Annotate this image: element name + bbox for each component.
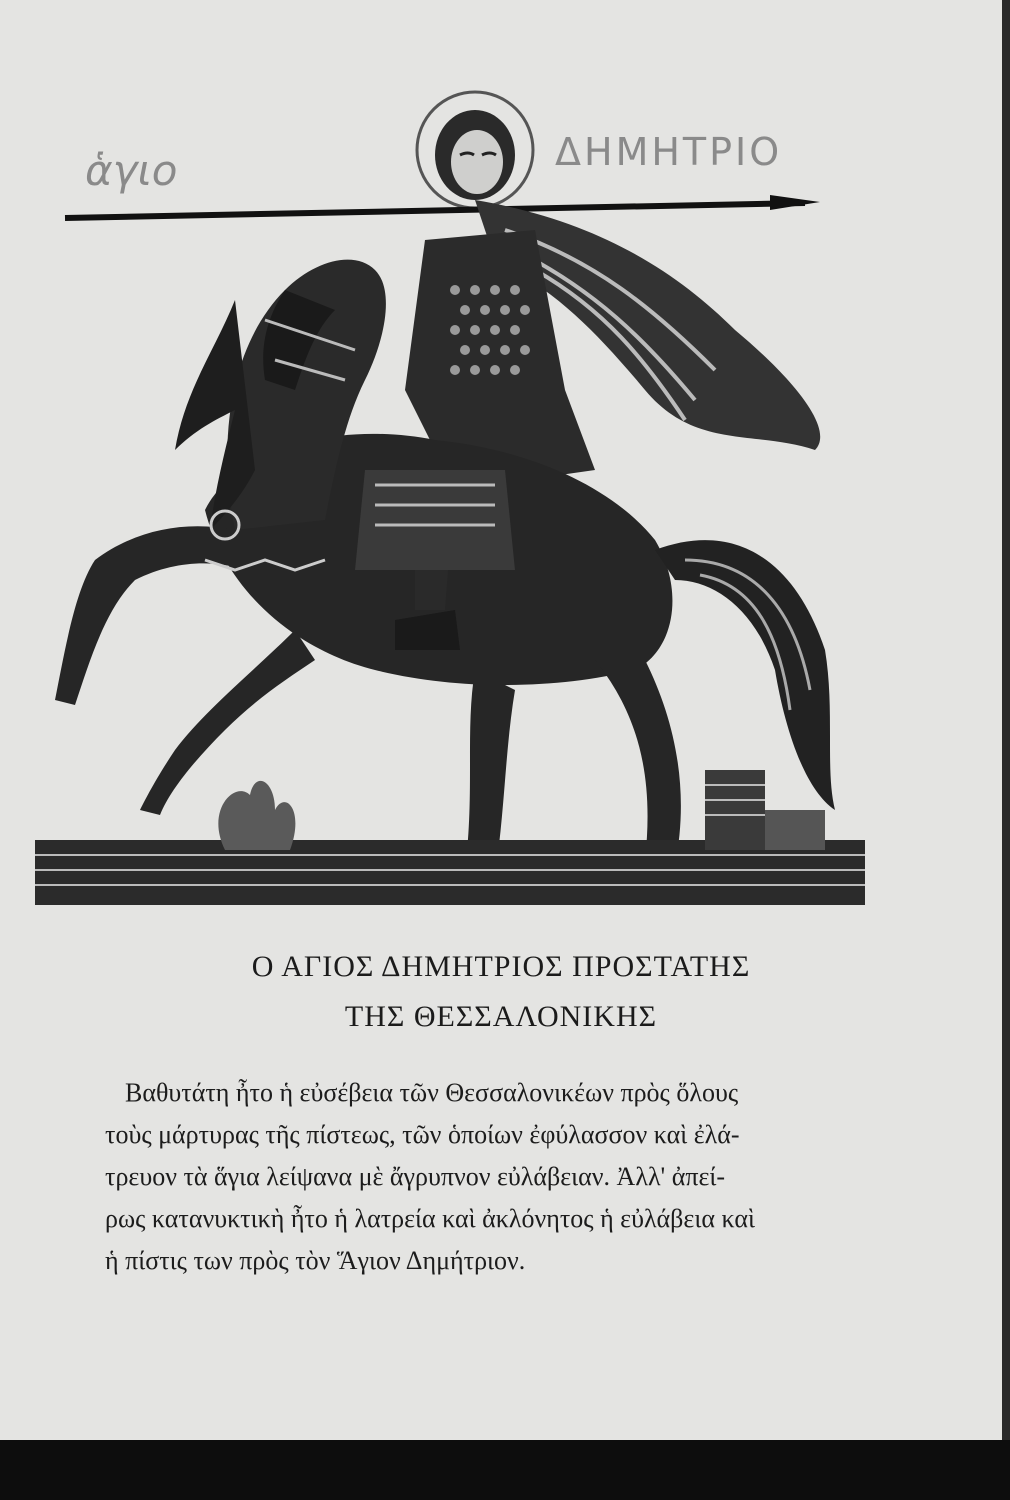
paragraph-line: ἡ πίστις των πρὸς τὸν Ἅγιον Δημήτριον.: [105, 1246, 526, 1275]
body-paragraph: [105, 1072, 900, 1282]
svg-text:ἁγιο: ἁγιο: [85, 146, 178, 195]
page-subtitle: ΤΗΣ ΘΕΣΣΑΛΟΝΙΚΗΣ: [344, 1000, 658, 1033]
saint-demetrius-woodcut-image: [35, 90, 865, 910]
paragraph-line: Βαθυτάτη ἦτο ἡ εὐσέβεια τῶν Θεσσαλονικέων πρὸς ὅλους: [125, 1078, 739, 1107]
svg-text:ΔΗΜΗΤΡΙΟ: ΔΗΜΗΤΡΙΟ: [555, 130, 783, 174]
page-title: Ο ΑΓΙΟΣ ΔΗΜΗΤΡΙΟΣ ΠΡΟΣΤΑΤΗΣ: [251, 950, 751, 983]
scan-border: [0, 1440, 1010, 1500]
paragraph-line: τρευον τὰ ἅγια λείψανα μὲ ἄγρυπνον εὐλάβειαν. Ἀλλ' ἀπεί-: [105, 1162, 726, 1191]
paragraph-line: τοὺς μάρτυρας τῆς πίστεως, τῶν ὁποίων ἐφύλασσον καὶ ἐλά-: [105, 1120, 740, 1149]
page-edge-shadow: [1002, 0, 1010, 1440]
paragraph-line: ρως κατανυκτικὴ ἦτο ἡ λατρεία καὶ ἀκλόνητος ἡ εὐλάβεια καὶ: [105, 1204, 755, 1233]
